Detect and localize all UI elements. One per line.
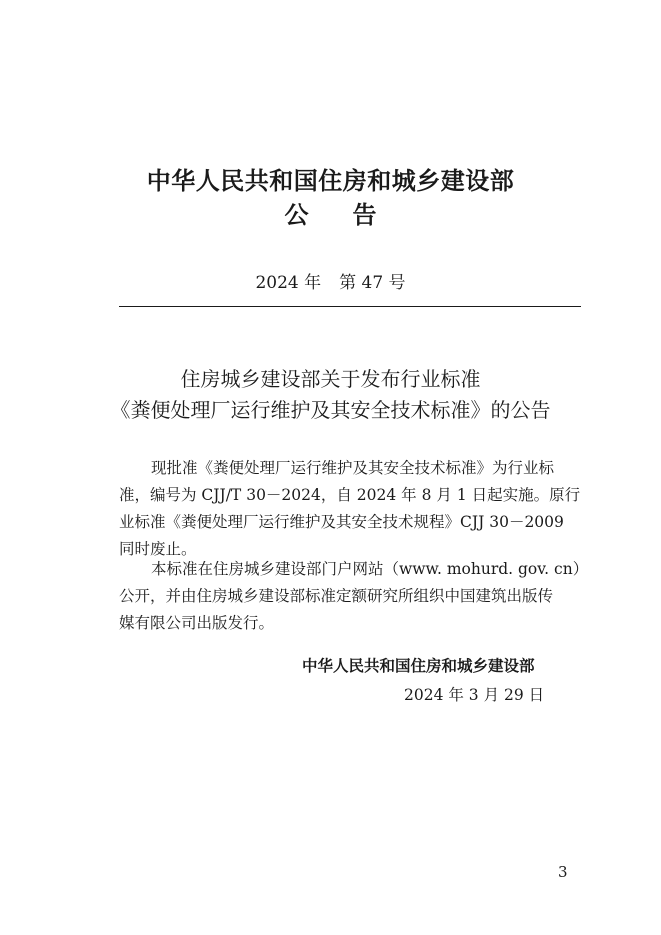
body-paragraph-1	[119, 455, 583, 563]
body-line: 同时废止。	[119, 540, 197, 558]
notice-title-char-2: 告	[352, 201, 377, 229]
notice-title-char-1: 公	[284, 201, 309, 229]
body-line: 公开，并由住房城乡建设部标准定额研究所组织中国建筑出版传	[119, 587, 554, 605]
signature-organization: 中华人民共和国住房和城乡建设部	[302, 657, 535, 675]
issue-year: 2024 年	[255, 273, 322, 293]
headline-line-2: 《粪便处理厂运行维护及其安全技术标准》的公告	[110, 398, 551, 422]
body-paragraph-2	[119, 556, 589, 637]
body-line: 准，编号为 CJJ/T 30－2024，自 2024 年 8 月 1 日起实施。原行	[119, 486, 581, 504]
ministry-title: 中华人民共和国住房和城乡建设部	[146, 167, 515, 195]
signature-date: 2024 年 3 月 29 日	[404, 686, 545, 704]
header-divider	[119, 306, 581, 307]
body-line: 业标准《粪便处理厂运行维护及其安全技术规程》CJJ 30－2009	[119, 513, 564, 531]
notice-title	[0, 200, 661, 230]
body-line: 本标准在住房城乡建设部门户网站（www. mohurd. gov. cn）	[151, 560, 589, 578]
page-number: 3	[558, 863, 568, 881]
headline-line-1: 住房城乡建设部关于发布行业标准	[180, 367, 481, 391]
issue-number: 第 47 号	[339, 273, 406, 293]
body-line: 现批准《粪便处理厂运行维护及其安全技术标准》为行业标	[151, 459, 555, 477]
issue-number-line	[0, 271, 661, 295]
body-line: 媒有限公司出版发行。	[119, 614, 275, 632]
